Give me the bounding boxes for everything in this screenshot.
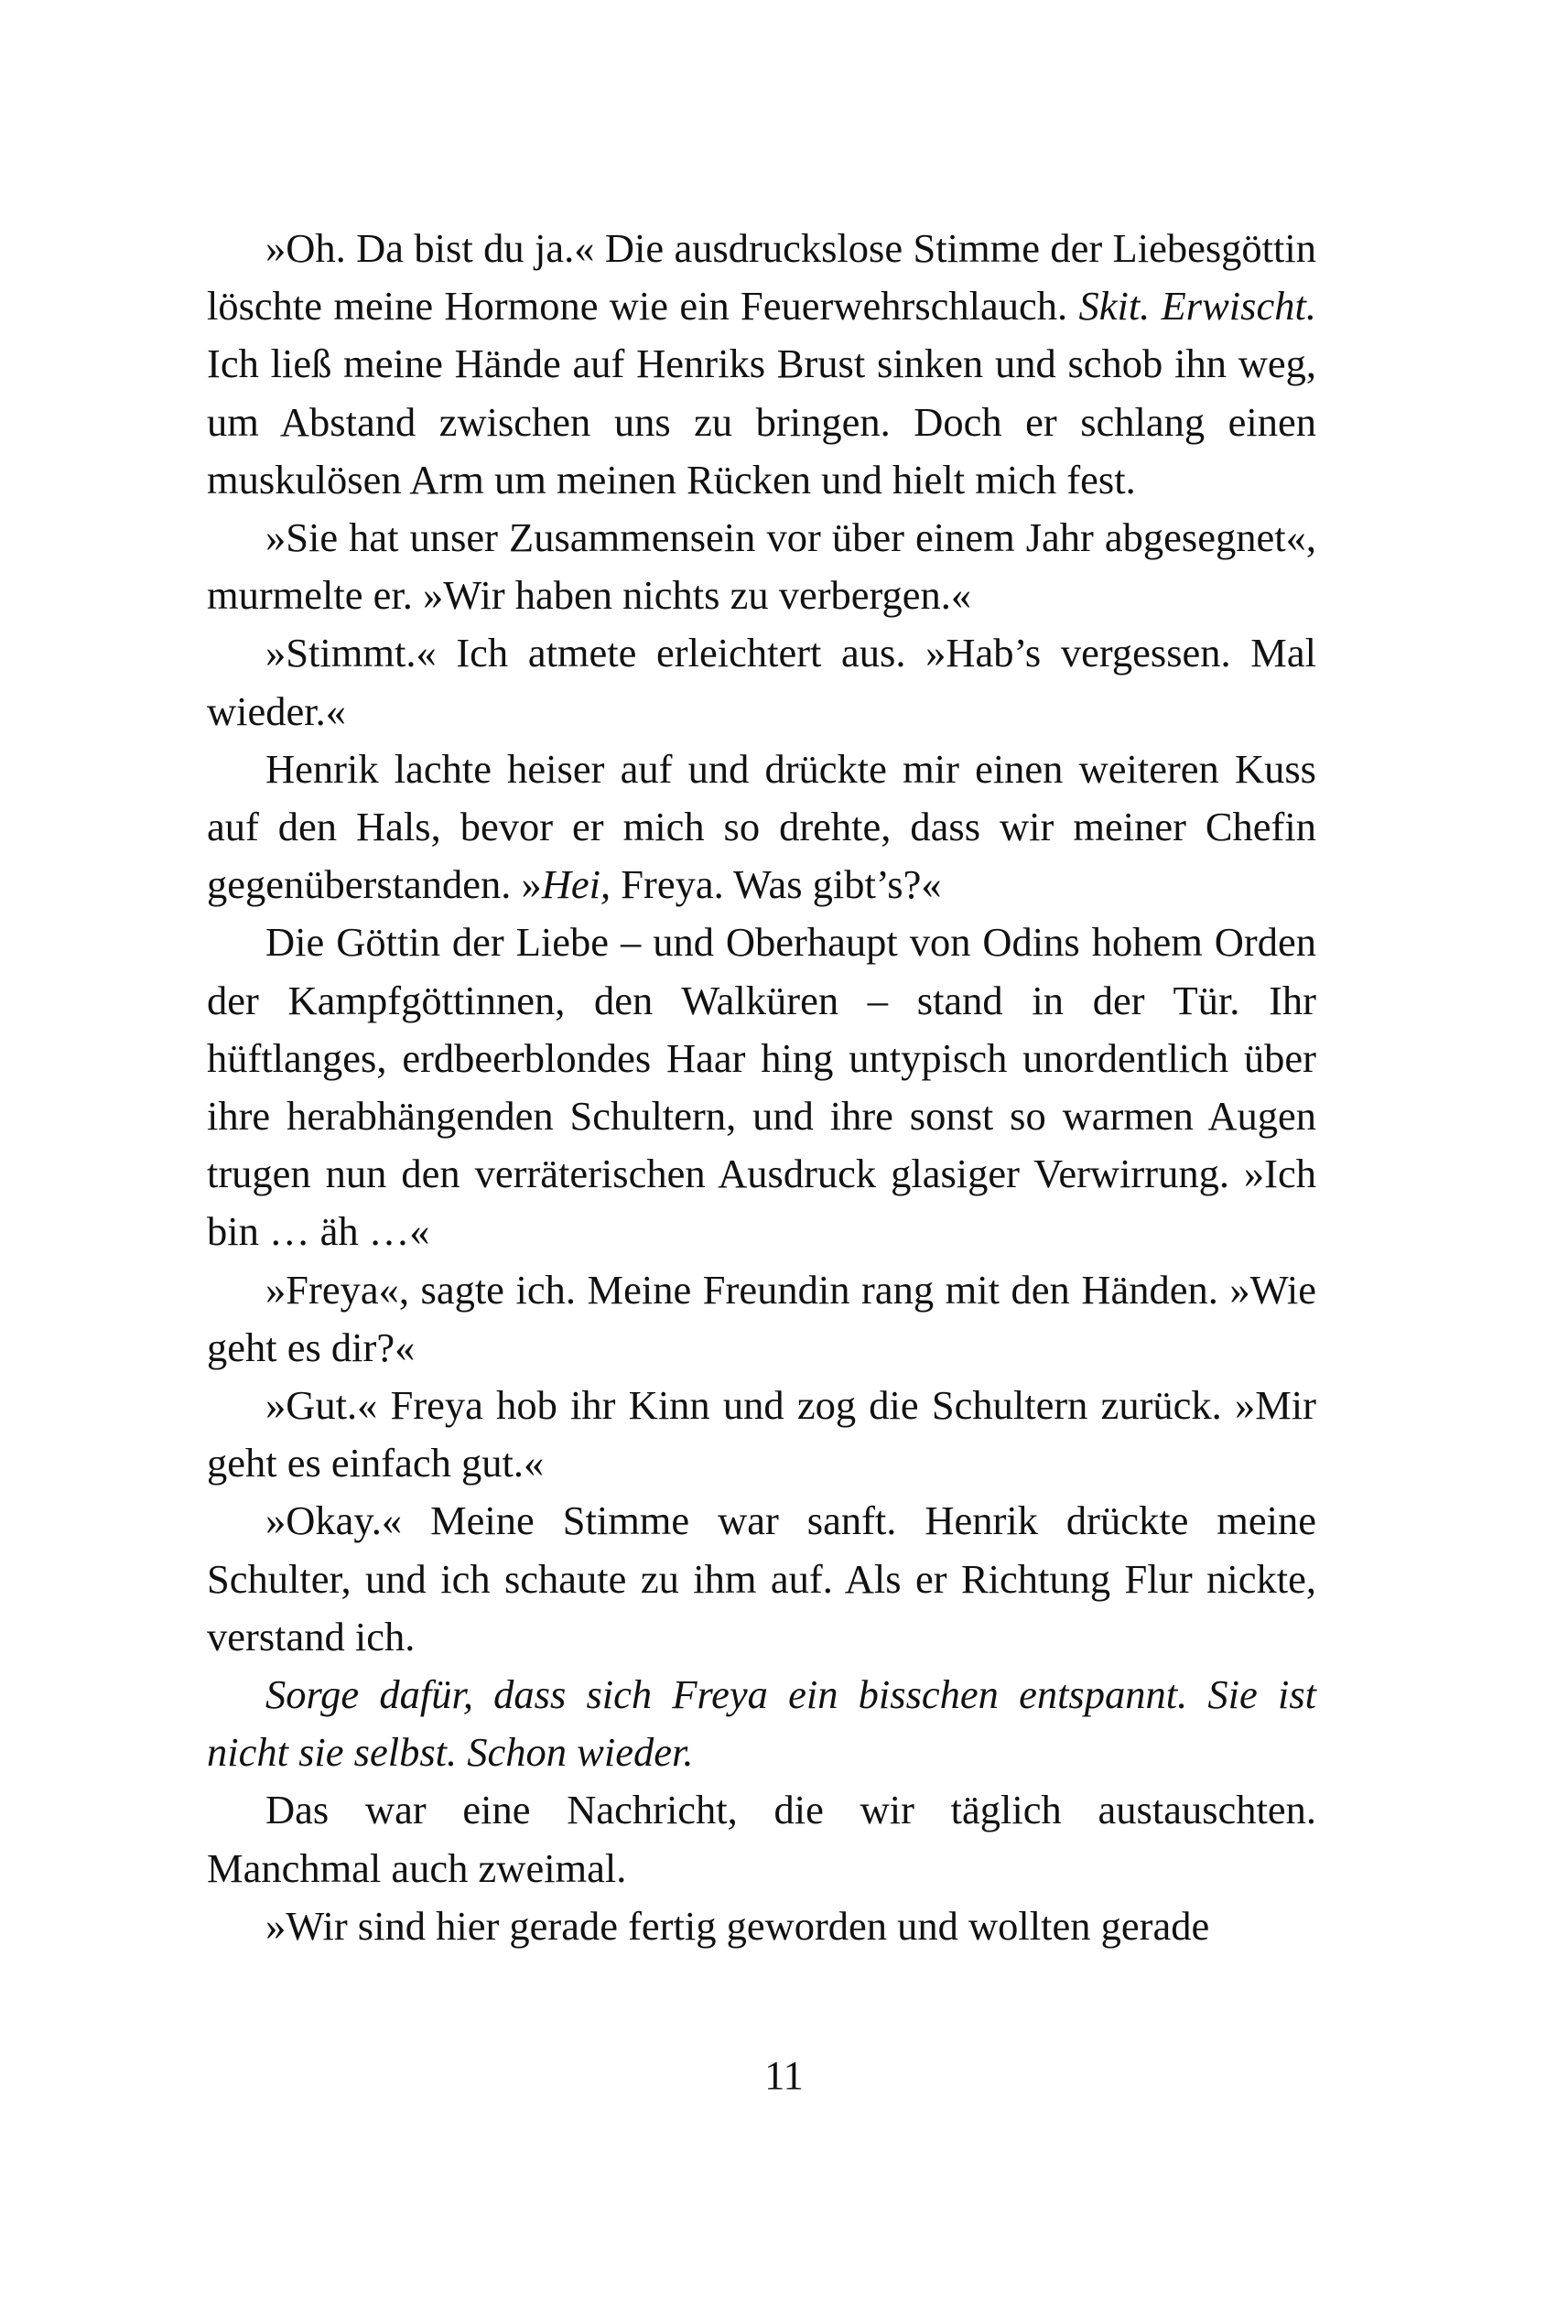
paragraph-6 (207, 1261, 1316, 1377)
paragraph-11 (207, 1897, 1316, 1955)
paragraph-5-segment-1: Die Göttin der Liebe – und Oberhaupt von Odins hohem Orden der Kampfgöttinnen, den Walküren – stand in der Tür. Ihr hüftlanges, erdbeerblondes Haar hing untypisch unordentlich über ihre herabhängenden Schultern, und ihre sonst so warmen Augen trugen nun den verräterischen Ausdruck glasiger Verwirrung. »Ich bin … äh …« (207, 919, 1316, 1255)
paragraph-5 (207, 913, 1316, 1260)
paragraph-3-segment-1: »Stimmt.« Ich atmete erleichtert aus. »Hab’s vergessen. Mal wieder.« (207, 630, 1316, 734)
paragraph-9 (207, 1666, 1316, 1781)
paragraph-10 (207, 1781, 1316, 1897)
paragraph-4-segment-3: Freya. Was gibt’s?« (611, 861, 942, 908)
paragraph-1-segment-3: Ich ließ meine Hände auf Henriks Brust sinken und schob ihn weg, um Abstand zwischen uns zu bringen. Doch er schlang einen muskulösen Arm um meinen Rücken und hielt mich fest. (207, 340, 1316, 503)
paragraph-6-segment-1: »Freya«, sagte ich. Meine Freundin rang mit den Händen. »Wie geht es dir?« (207, 1266, 1316, 1370)
paragraph-2 (207, 509, 1316, 624)
paragraph-1 (207, 220, 1316, 509)
paragraph-11-segment-1: »Wir sind hier gerade fertig geworden und wollten gerade (265, 1902, 1210, 1949)
paragraph-4-segment-1: Henrik lachte heiser auf und drückte mir einen weiteren Kuss auf den Hals, bevor er mich so drehte, dass wir meiner Chefin gegenüberstanden. » (207, 745, 1316, 908)
page-number: 11 (764, 2052, 804, 2098)
paragraph-7 (207, 1377, 1316, 1492)
paragraph-3 (207, 624, 1316, 740)
paragraph-8 (207, 1492, 1316, 1666)
paragraph-7-segment-1: »Gut.« Freya hob ihr Kinn und zog die Schultern zurück. »Mir geht es einfach gut.« (207, 1382, 1316, 1486)
paragraph-8-segment-1: »Okay.« Meine Stimme war sanft. Henrik drückte meine Schulter, und ich schaute zu ihm auf. Als er Richtung Flur nickte, verstand ich. (207, 1497, 1316, 1659)
paragraph-9-segment-1: Sorge dafür, dass sich Freya ein bisschen entspannt. Sie ist nicht sie selbst. Schon wieder. (207, 1671, 1316, 1776)
paragraph-1-segment-1: »Oh. Da bist du ja.« Die ausdruckslose Stimme der Liebesgöttin löschte meine Hormone wie ein Feuerwehrschlauch. (207, 225, 1316, 330)
paragraph-2-segment-1: »Sie hat unser Zusammensein vor über einem Jahr abgesegnet«, murmelte er. »Wir haben nichts zu verbergen.« (207, 514, 1316, 619)
paragraph-1-segment-2: Skit. Erwischt. (1078, 283, 1316, 330)
paragraph-10-segment-1: Das war eine Nachricht, die wir täglich austauschten. Manchmal auch zweimal. (207, 1787, 1316, 1891)
body-text (207, 220, 1316, 1955)
paragraph-4-segment-2: Hei, (541, 861, 611, 908)
paragraph-4 (207, 740, 1316, 914)
